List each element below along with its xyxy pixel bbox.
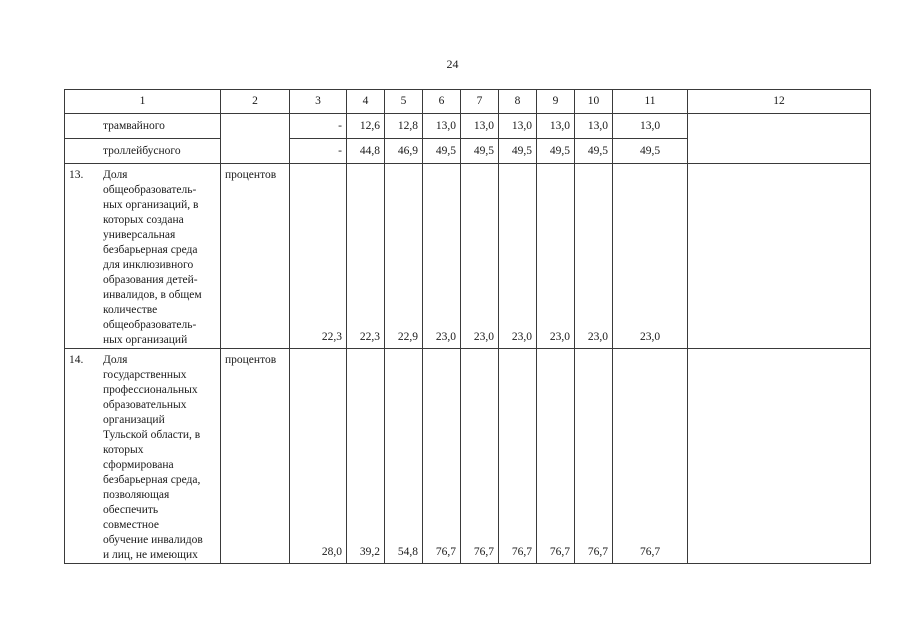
column-header: 9: [537, 90, 575, 114]
value-cell: 54,8: [385, 349, 423, 564]
value-cell: 22,3: [290, 164, 347, 349]
value-cell: 49,5: [537, 139, 575, 164]
indicator-name-cell: [65, 349, 221, 564]
value-cell: 23,0: [499, 164, 537, 349]
value-cell: 23,0: [575, 164, 613, 349]
column-header: 11: [613, 90, 688, 114]
column-header: 1: [65, 90, 221, 114]
indicator-line: и лиц, не имеющих: [103, 549, 198, 561]
indicator-line: организаций: [103, 414, 165, 426]
value-cell: 23,0: [613, 164, 688, 349]
table-row: [65, 164, 871, 349]
row-number: 13.: [69, 169, 84, 181]
indicator-name-cell: [65, 164, 221, 349]
value-cell: 13,0: [613, 114, 688, 139]
indicator-line: Тульской области, в: [103, 429, 201, 441]
indicator-line: общеобразователь-: [103, 319, 197, 331]
indicator-line: образовательных: [103, 399, 187, 411]
header-row: [65, 90, 871, 114]
value-cell: 23,0: [461, 164, 499, 349]
value-cell: 76,7: [537, 349, 575, 564]
indicator-line: которых создана: [103, 214, 184, 226]
value-cell: -: [290, 114, 347, 139]
value-cell: 49,5: [499, 139, 537, 164]
value-cell: 22,3: [347, 164, 385, 349]
value-cell: 28,0: [290, 349, 347, 564]
value-cell: 76,7: [613, 349, 688, 564]
indicator-line: совместное: [103, 519, 160, 531]
indicator-line: образования детей-: [103, 274, 198, 286]
value-cell: 12,6: [347, 114, 385, 139]
indicator-line: общеобразователь-: [103, 184, 197, 196]
indicator-line: количестве: [103, 304, 158, 316]
indicator-line: государственных: [103, 369, 187, 381]
indicator-line: безбарьерная среда: [103, 244, 198, 256]
value-cell: 44,8: [347, 139, 385, 164]
indicator-line: инвалидов, в общем: [103, 289, 202, 301]
note-cell: [688, 114, 871, 164]
value-cell: 13,0: [575, 114, 613, 139]
value-cell: 13,0: [461, 114, 499, 139]
indicator-line: Доля: [103, 354, 128, 366]
value-cell: 49,5: [575, 139, 613, 164]
indicator-line: сформирована: [103, 459, 174, 471]
column-header: 3: [290, 90, 347, 114]
value-cell: 46,9: [385, 139, 423, 164]
column-header: 8: [499, 90, 537, 114]
value-cell: 12,8: [385, 114, 423, 139]
value-cell: 39,2: [347, 349, 385, 564]
indicator-line: которых: [103, 444, 144, 456]
indicator-line: обеспечить: [103, 504, 159, 516]
table-row: [65, 349, 871, 564]
value-cell: 76,7: [575, 349, 613, 564]
row-label: троллейбусного: [65, 139, 221, 164]
column-header: 2: [221, 90, 290, 114]
value-cell: 22,9: [385, 164, 423, 349]
column-header: 7: [461, 90, 499, 114]
column-header: 12: [688, 90, 871, 114]
value-cell: 49,5: [461, 139, 499, 164]
indicator-line: Доля: [103, 169, 128, 181]
unit-cell: [221, 114, 290, 164]
table-row: [65, 114, 871, 139]
unit-cell: процентов: [221, 164, 290, 349]
page-number: 24: [446, 57, 459, 71]
value-cell: 13,0: [537, 114, 575, 139]
value-cell: 13,0: [423, 114, 461, 139]
indicator-line: ных организаций: [103, 334, 188, 346]
value-cell: 13,0: [499, 114, 537, 139]
row-number: 14.: [69, 354, 84, 366]
indicator-line: безбарьерная среда,: [103, 474, 201, 486]
indicator-line: универсальная: [103, 229, 176, 241]
indicator-line: обучение инвалидов: [103, 534, 203, 546]
column-header: 5: [385, 90, 423, 114]
value-cell: -: [290, 139, 347, 164]
note-cell: [688, 349, 871, 564]
column-header: 6: [423, 90, 461, 114]
value-cell: 23,0: [537, 164, 575, 349]
indicator-line: для инклюзивного: [103, 259, 194, 271]
unit-cell: процентов: [221, 349, 290, 564]
indicators-table: [64, 89, 871, 564]
indicator-line: профессиональных: [103, 384, 198, 396]
row-label: трамвайного: [65, 114, 221, 139]
indicator-line: ных организаций, в: [103, 199, 199, 211]
value-cell: 76,7: [499, 349, 537, 564]
value-cell: 23,0: [423, 164, 461, 349]
indicator-line: позволяющая: [103, 489, 170, 501]
column-header: 4: [347, 90, 385, 114]
value-cell: 49,5: [613, 139, 688, 164]
column-header: 10: [575, 90, 613, 114]
value-cell: 76,7: [423, 349, 461, 564]
note-cell: [688, 164, 871, 349]
value-cell: 49,5: [423, 139, 461, 164]
value-cell: 76,7: [461, 349, 499, 564]
